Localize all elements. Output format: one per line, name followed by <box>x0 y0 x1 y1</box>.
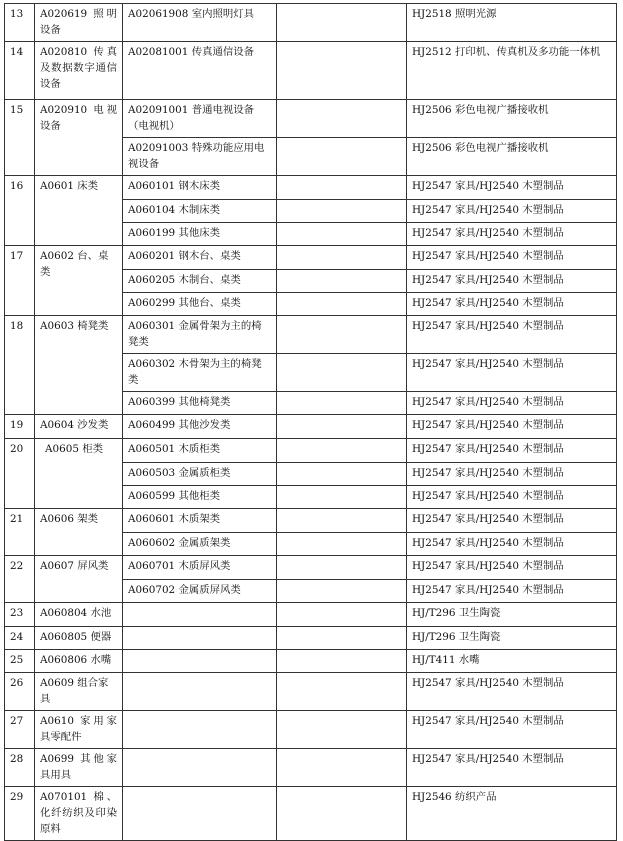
row-number: 23 <box>5 603 35 627</box>
blank-cell <box>277 627 407 650</box>
product-standard-table <box>4 3 617 841</box>
standard-cell: HJ2547 家具/HJ2540 木塑制品 <box>407 246 617 270</box>
table-row <box>5 556 617 580</box>
standard-cell: HJ2547 家具/HJ2540 木塑制品 <box>407 176 617 200</box>
subcategory-cell <box>123 650 277 673</box>
table-row <box>5 787 617 841</box>
standard-cell: HJ2547 家具/HJ2540 木塑制品 <box>407 200 617 223</box>
blank-cell <box>277 787 407 841</box>
row-number: 20 <box>5 439 35 509</box>
category-cell: A0699 其他家具用具 <box>35 749 123 787</box>
standard-cell: HJ2547 家具/HJ2540 木塑制品 <box>407 316 617 354</box>
category-cell: A0606 架类 <box>35 509 123 556</box>
blank-cell <box>277 650 407 673</box>
category-cell: A020910 电视设备 <box>35 100 123 176</box>
subcategory-cell: A02061908 室内照明灯具 <box>123 4 277 42</box>
blank-cell <box>277 293 407 316</box>
blank-cell <box>277 603 407 627</box>
standard-cell: HJ2547 家具/HJ2540 木塑制品 <box>407 711 617 749</box>
subcategory-cell: A060499 其他沙发类 <box>123 415 277 439</box>
standard-cell: HJ2547 家具/HJ2540 木塑制品 <box>407 223 617 246</box>
standard-cell: HJ2547 家具/HJ2540 木塑制品 <box>407 270 617 293</box>
blank-cell <box>277 176 407 200</box>
table-row <box>5 100 617 138</box>
row-number: 19 <box>5 415 35 439</box>
subcategory-cell: A02091003 特殊功能应用电视设备 <box>123 138 277 176</box>
standard-cell: HJ2547 家具/HJ2540 木塑制品 <box>407 439 617 463</box>
subcategory-cell <box>123 787 277 841</box>
standard-cell: HJ2547 家具/HJ2540 木塑制品 <box>407 533 617 556</box>
subcategory-cell: A060601 木质架类 <box>123 509 277 533</box>
row-number: 16 <box>5 176 35 246</box>
subcategory-cell: A060301 金属骨架为主的椅凳类 <box>123 316 277 354</box>
subcategory-cell: A060299 其他台、桌类 <box>123 293 277 316</box>
subcategory-cell: A060201 钢木台、桌类 <box>123 246 277 270</box>
category-cell: A0603 椅凳类 <box>35 316 123 415</box>
blank-cell <box>277 463 407 486</box>
standard-cell: HJ2506 彩色电视广播接收机 <box>407 100 617 138</box>
standard-cell: HJ2547 家具/HJ2540 木塑制品 <box>407 354 617 392</box>
standard-cell: HJ2547 家具/HJ2540 木塑制品 <box>407 556 617 580</box>
table-row <box>5 650 617 673</box>
table-row <box>5 603 617 627</box>
table-row <box>5 176 617 200</box>
subcategory-cell: A060599 其他柜类 <box>123 486 277 509</box>
subcategory-cell: A02081001 传真通信设备 <box>123 42 277 100</box>
subcategory-cell: A02091001 普通电视设备（电视机） <box>123 100 277 138</box>
row-number: 21 <box>5 509 35 556</box>
category-cell: A070101 棉、化纤纺织及印染原料 <box>35 787 123 841</box>
category-cell: A0602 台、桌类 <box>35 246 123 316</box>
standard-cell: HJ/T411 水嘴 <box>407 650 617 673</box>
row-number: 22 <box>5 556 35 603</box>
row-number: 28 <box>5 749 35 787</box>
standard-cell: HJ2547 家具/HJ2540 木塑制品 <box>407 392 617 415</box>
category-cell: A0609 组合家具 <box>35 673 123 711</box>
table-row <box>5 246 617 270</box>
subcategory-cell <box>123 603 277 627</box>
blank-cell <box>277 354 407 392</box>
subcategory-cell: A060399 其他椅凳类 <box>123 392 277 415</box>
subcategory-cell: A060199 其他床类 <box>123 223 277 246</box>
subcategory-cell <box>123 711 277 749</box>
standard-cell: HJ2547 家具/HJ2540 木塑制品 <box>407 463 617 486</box>
row-number: 18 <box>5 316 35 415</box>
table-row <box>5 439 617 463</box>
blank-cell <box>277 439 407 463</box>
standard-cell: HJ2506 彩色电视广播接收机 <box>407 138 617 176</box>
subcategory-cell: A060701 木质屏风类 <box>123 556 277 580</box>
subcategory-cell: A060602 金属质架类 <box>123 533 277 556</box>
row-number: 29 <box>5 787 35 841</box>
row-number: 14 <box>5 42 35 100</box>
standard-cell: HJ2547 家具/HJ2540 木塑制品 <box>407 415 617 439</box>
category-cell: A060804 水池 <box>35 603 123 627</box>
blank-cell <box>277 270 407 293</box>
standard-cell: HJ2546 纺织产品 <box>407 787 617 841</box>
standard-cell: HJ2512 打印机、传真机及多功能一体机 <box>407 42 617 100</box>
category-cell: A060806 水嘴 <box>35 650 123 673</box>
subcategory-cell: A060302 木骨架为主的椅凳类 <box>123 354 277 392</box>
blank-cell <box>277 316 407 354</box>
blank-cell <box>277 673 407 711</box>
table-row <box>5 415 617 439</box>
category-cell: A0601 床类 <box>35 176 123 246</box>
row-number: 13 <box>5 4 35 42</box>
blank-cell <box>277 392 407 415</box>
row-number: 27 <box>5 711 35 749</box>
subcategory-cell: A060702 金属质屏风类 <box>123 580 277 603</box>
standard-cell: HJ2547 家具/HJ2540 木塑制品 <box>407 580 617 603</box>
blank-cell <box>277 200 407 223</box>
blank-cell <box>277 711 407 749</box>
table-row <box>5 673 617 711</box>
blank-cell <box>277 486 407 509</box>
standard-cell: HJ2547 家具/HJ2540 木塑制品 <box>407 509 617 533</box>
subcategory-cell: A060101 钢木床类 <box>123 176 277 200</box>
subcategory-cell: A060104 木制床类 <box>123 200 277 223</box>
row-number: 17 <box>5 246 35 316</box>
category-cell: A060805 便器 <box>35 627 123 650</box>
blank-cell <box>277 246 407 270</box>
category-cell: A020619 照明设备 <box>35 4 123 42</box>
standard-cell: HJ2547 家具/HJ2540 木塑制品 <box>407 486 617 509</box>
category-cell: A0605 柜类 <box>35 439 123 509</box>
table-row <box>5 4 617 42</box>
category-cell: A0607 屏风类 <box>35 556 123 603</box>
table-row <box>5 509 617 533</box>
subcategory-cell: A060205 木制台、桌类 <box>123 270 277 293</box>
blank-cell <box>277 509 407 533</box>
blank-cell <box>277 533 407 556</box>
table-row <box>5 627 617 650</box>
blank-cell <box>277 138 407 176</box>
table-row <box>5 711 617 749</box>
row-number: 25 <box>5 650 35 673</box>
standard-cell: HJ2518 照明光源 <box>407 4 617 42</box>
table-row <box>5 316 617 354</box>
blank-cell <box>277 415 407 439</box>
subcategory-cell: A060501 木质柜类 <box>123 439 277 463</box>
category-cell: A020810 传真及数据数字通信设备 <box>35 42 123 100</box>
table-row <box>5 42 617 100</box>
blank-cell <box>277 223 407 246</box>
standard-cell: HJ2547 家具/HJ2540 木塑制品 <box>407 749 617 787</box>
blank-cell <box>277 100 407 138</box>
subcategory-cell: A060503 金属质柜类 <box>123 463 277 486</box>
blank-cell <box>277 42 407 100</box>
standard-cell: HJ2547 家具/HJ2540 木塑制品 <box>407 293 617 316</box>
subcategory-cell <box>123 627 277 650</box>
category-cell: A0604 沙发类 <box>35 415 123 439</box>
subcategory-cell <box>123 673 277 711</box>
row-number: 26 <box>5 673 35 711</box>
standard-cell: HJ/T296 卫生陶瓷 <box>407 603 617 627</box>
standard-cell: HJ/T296 卫生陶瓷 <box>407 627 617 650</box>
blank-cell <box>277 556 407 580</box>
row-number: 15 <box>5 100 35 176</box>
category-cell: A0610 家用家具零配件 <box>35 711 123 749</box>
blank-cell <box>277 580 407 603</box>
blank-cell <box>277 4 407 42</box>
row-number: 24 <box>5 627 35 650</box>
standard-cell: HJ2547 家具/HJ2540 木塑制品 <box>407 673 617 711</box>
